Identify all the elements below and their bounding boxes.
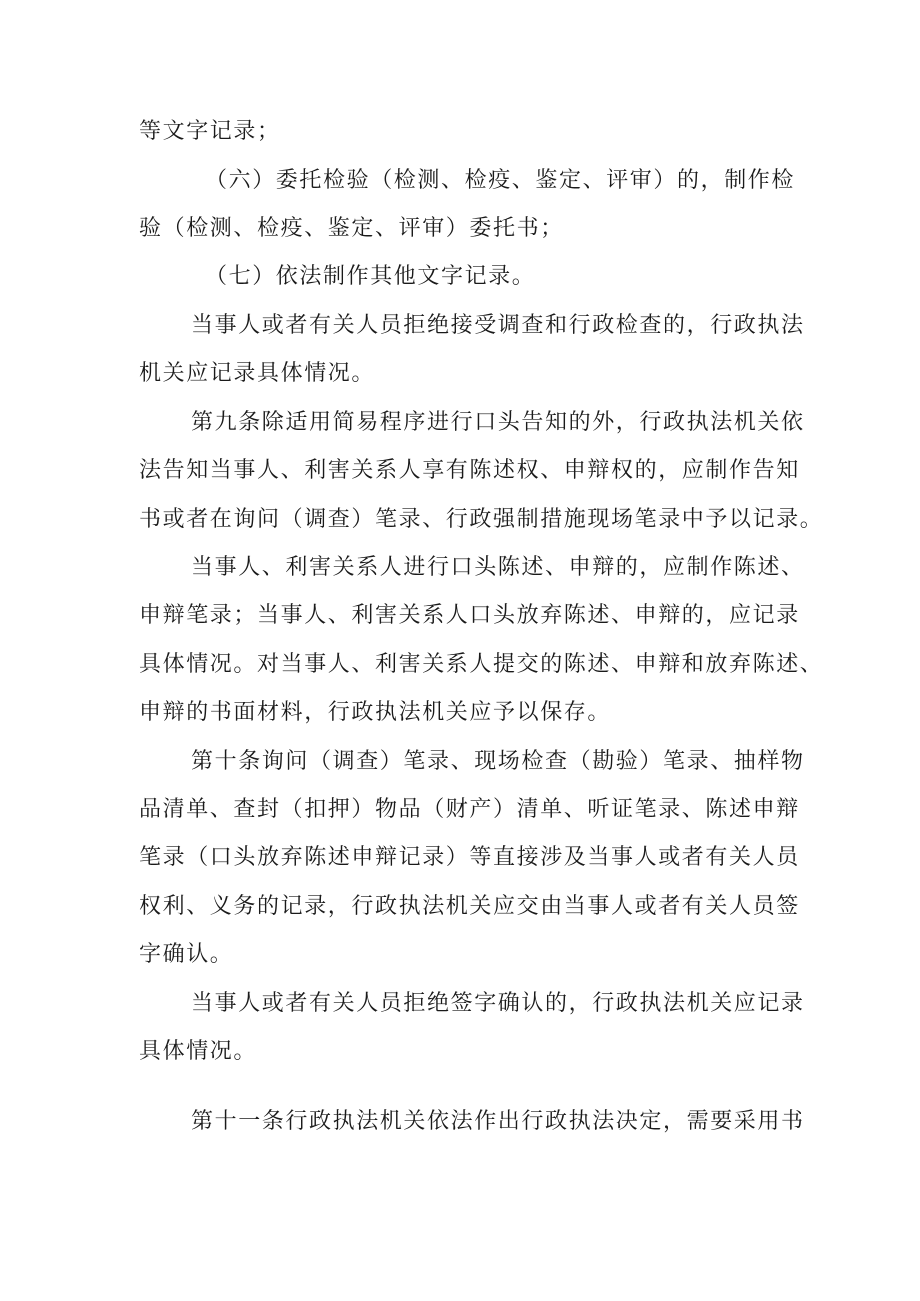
text-line: 当事人、利害关系人进行口头陈述、申辩的，应制作陈述、 — [191, 555, 805, 580]
text-line: 当事人或者有关人员拒绝接受调查和行政检查的，行政执法 — [191, 313, 805, 338]
text-line: 机关应记录具体情况。 — [139, 361, 376, 386]
text-line: 验（检测、检疫、鉴定、评审）委托书； — [139, 216, 564, 241]
text-line: 法告知当事人、利害关系人享有陈述权、申辩权的，应制作告知 — [139, 458, 800, 483]
text-line: 等文字记录； — [139, 119, 281, 144]
text-line: 权利、义务的记录，行政执法机关应交由当事人或者有关人员签 — [139, 894, 800, 919]
text-line: 书或者在询问（调查）笔录、行政强制措施现场笔录中予以记录。 — [139, 507, 824, 532]
text-line: 具体情况。对当事人、利害关系人提交的陈述、申辩和放弃陈述、 — [139, 652, 824, 677]
text-line: 当事人或者有关人员拒绝签字确认的，行政执法机关应记录 — [191, 991, 805, 1016]
text-line: 具体情况。 — [139, 1039, 258, 1064]
text-line: 品清单、查封（扣押）物品（财产）清单、听证笔录、陈述申辩 — [139, 797, 800, 822]
text-line: （七）依法制作其他文字记录。 — [205, 264, 536, 289]
text-line: 第十一条行政执法机关依法作出行政执法决定，需要采用书 — [191, 1109, 805, 1134]
text-line: 字确认。 — [139, 942, 234, 967]
text-line: （六）委托检验（检测、检疫、鉴定、评审）的，制作检 — [205, 168, 796, 193]
text-line: 第九条除适用简易程序进行口头告知的外，行政执法机关依 — [191, 410, 805, 435]
text-line: 第十条询问（调查）笔录、现场检查（勘验）笔录、抽样物 — [191, 749, 805, 774]
text-line: 笔录（口头放弃陈述申辩记录）等直接涉及当事人或者有关人员 — [139, 845, 800, 870]
text-line: 申辩笔录；当事人、利害关系人口头放弃陈述、申辩的，应记录 — [139, 603, 800, 628]
text-line: 申辩的书面材料，行政执法机关应予以保存。 — [139, 700, 612, 725]
